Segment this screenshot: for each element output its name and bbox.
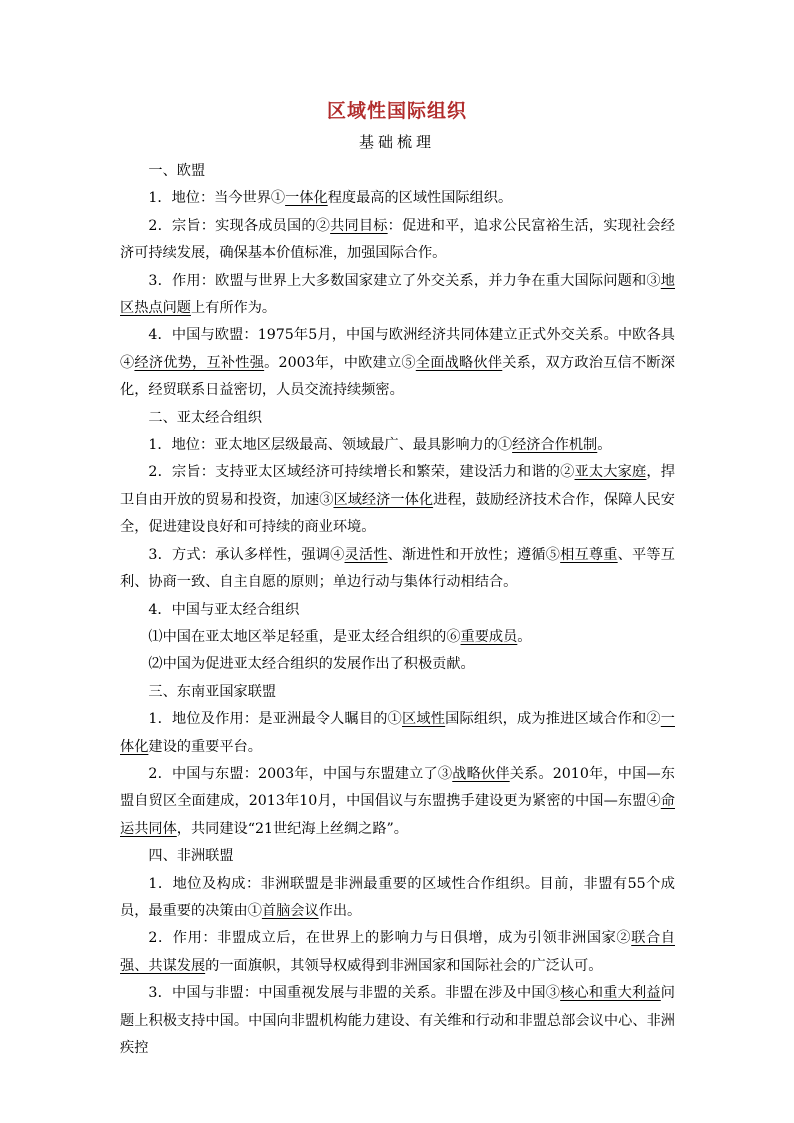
paragraph: 2．中国与东盟：2003年，中国与东盟建立了③战略伙伴关系。2010年，中国—东盟自贸区全面建成，2013年10月，中国倡议与东盟携手建设更为紧密的中国—东盟④命运共同体，共同建设“21世纪海上丝绸之路”。: [120, 765, 675, 837]
paragraph: 2．作用：非盟成立后，在世界上的影响力与日俱增，成为引领非洲国家②联合自强、共谋发展的一面旗帜，其领导权威得到非洲国家和国际社会的广泛认可。: [120, 930, 675, 974]
paragraph: 2．宗旨：实现各成员国的②共同目标：促进和平，追求公民富裕生活，实现社会经济可持续发展，确保基本价值标准，加强国际合作。: [120, 217, 675, 262]
paragraph: 3．中国与非盟：中国重视发展与非盟的关系。非盟在涉及中国③核心和重大利益问题上积极支持中国。中国向非盟机构能力建设、有关维和行动和非盟总部会议中心、非洲疾控: [120, 985, 675, 1056]
paragraph: 3．方式：承认多样性，强调④灵活性、渐进性和开放性；遵循⑤相互尊重、平等互利、协商一致、自主自愿的原则；单边行动与集体行动相结合。: [120, 546, 675, 591]
paragraph: 2．宗旨：支持亚太区域经济可持续增长和繁荣，建设活力和谐的②亚太大家庭，捍卫自由开放的贸易和投资，加速③区域经济一体化进程，鼓励经济技术合作，保障人民安全，促进建设良好和可持续的商业环境。: [120, 464, 675, 536]
page-title: 区域性国际组织: [326, 100, 467, 122]
blank-answer: 经济合作机制: [512, 437, 598, 454]
section-heading: 三、东南亚国家联盟: [148, 683, 277, 700]
blank-answer: 全面战略伙伴: [415, 354, 503, 371]
paragraph: 1．地位：亚太地区层级最高、领域最广、最具影响力的①经济合作机制。: [148, 437, 612, 454]
blank-answer: 亚太大家庭: [574, 464, 647, 481]
paragraph: 1．地位及构成：非洲联盟是非洲最重要的区域性合作组织。目前，非盟有55个成员，最重要的决策由①首脑会议作出。: [120, 875, 675, 919]
blank-answer: 区域性: [402, 711, 446, 728]
blank-answer: 一体化: [120, 711, 675, 755]
document-body: [120, 158, 675, 1062]
page-subtitle: 基础梳理: [358, 133, 435, 151]
blank-answer: 首脑会议: [261, 902, 319, 919]
blank-answer: 地区热点问题: [120, 272, 675, 317]
paragraph: 4．中国与亚太经合组织: [148, 601, 300, 618]
blank-answer: 相互尊重: [560, 546, 618, 563]
paragraph: 1．地位：当今世界①一体化程度最高的区域性国际组织。: [148, 190, 513, 207]
blank-answer: 命运共同体: [120, 793, 675, 837]
blank-answer: 灵活性: [344, 546, 388, 563]
blank-answer: 经济优势，互补性强: [134, 354, 265, 371]
section-heading: 一、欧盟: [148, 163, 206, 179]
paragraph: 3．作用：欧盟与世界上大多数国家建立了外交关系，并力争在重大国际问题和③地区热点问题上有所作为。: [120, 272, 675, 317]
paragraph: 4．中国与欧盟：1975年5月，中国与欧洲经济共同体建立正式外交关系。中欧各具④经济优势，互补性强。2003年，中欧建立⑤全面战略伙伴关系，双方政治互信不断深化，经贸联系日益密切，人员交流持续频密。: [120, 327, 675, 399]
section-heading: 二、亚太经合组织: [148, 409, 262, 426]
blank-answer: 共同目标: [330, 217, 388, 234]
blank-answer: 核心和重大利益: [560, 985, 661, 1002]
blank-answer: 战略伙伴: [452, 765, 510, 782]
blank-answer: 区域经济一体化: [333, 491, 434, 508]
blank-answer: 重要成员: [460, 628, 518, 645]
section-heading: 四、非洲联盟: [148, 848, 234, 865]
blank-answer: 一体化: [285, 190, 328, 207]
sub-paragraph: ⑴中国在亚太地区举足轻重，是亚太经合组织的⑥重要成员。: [148, 628, 532, 645]
sub-paragraph: ⑵中国为促进亚太经合组织的发展作出了积极贡献。: [148, 656, 475, 673]
blank-answer: 联合自强、共谋发展: [120, 930, 675, 974]
paragraph: 1．地位及作用：是亚洲最令人瞩目的①区域性国际组织，成为推进区域合作和②一体化建设的重要平台。: [120, 711, 675, 755]
